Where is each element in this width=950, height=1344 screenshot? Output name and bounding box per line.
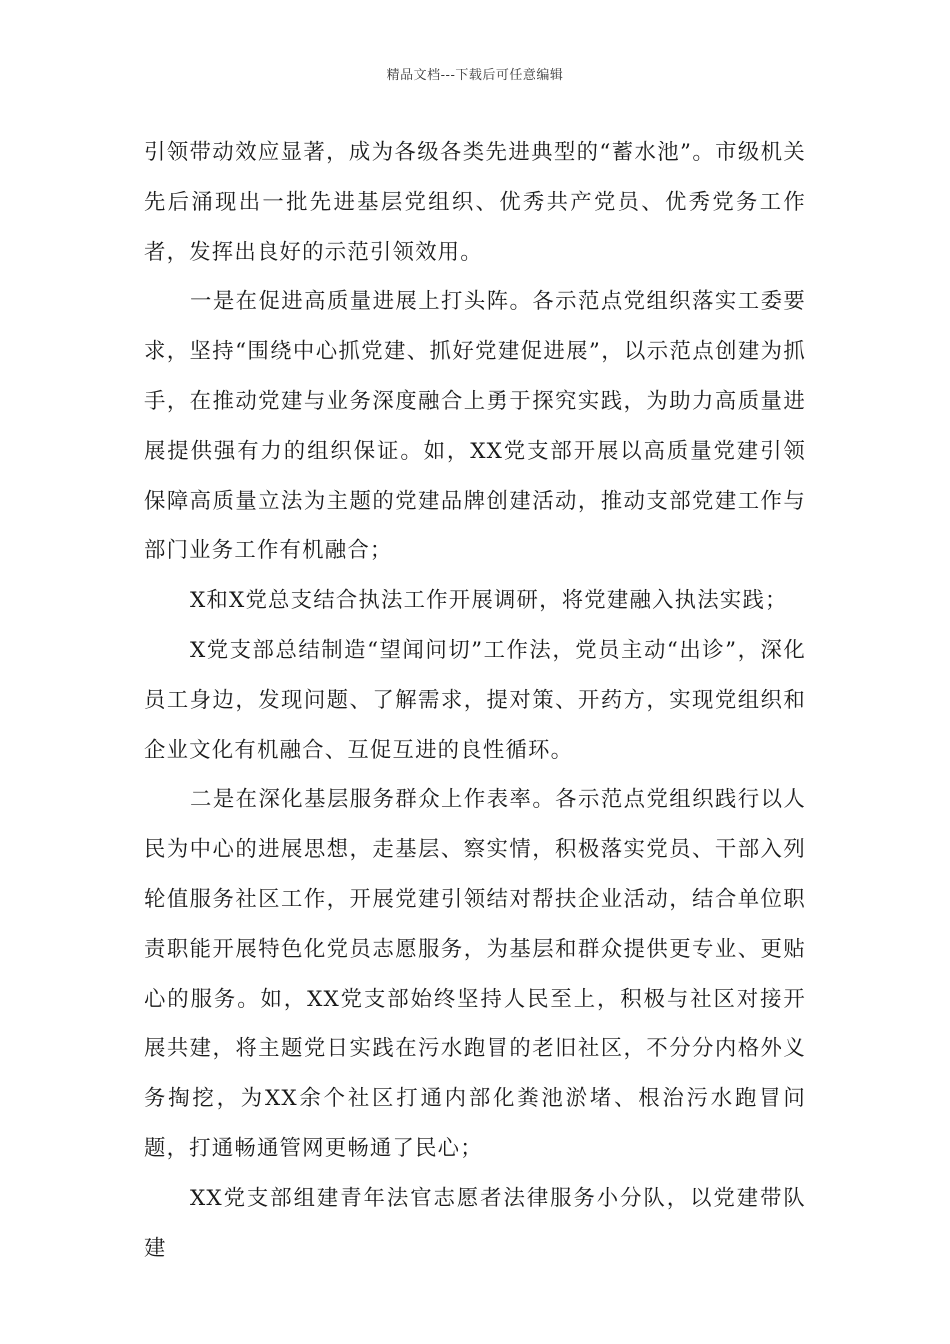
paragraph-law-enforcement: X和X党总支结合执法工作开展调研，将党建融入执法实践； xyxy=(190,588,788,614)
paragraph-high-quality-development: 一是在促进高质量进展上打头阵。各示范点党组织落实工委要求，坚持“围绕中心抓党建、抓好党建促进展”，以示范点创建为抓手，在推动党建与业务深度融合上勇于探究实践，为助力高质量进展提供强有力的组织保证。如，XX党支部开展以高质量党建引领保障高质量立法为主题的党建品牌创建活动，推动支部党建工作与部门业务工作有机融合； xyxy=(144,289,806,564)
paragraph-serve-masses: 二是在深化基层服务群众上作表率。各示范点党组织践行以人民为中心的进展思想，走基层、察实情，积极落实党员、干部入列轮值服务社区工作，开展党建引领结对帮扶企业活动，结合单位职责职能开展特色化党员志愿服务，为基层和群众提供更专业、更贴心的服务。如，XX党支部始终坚持人民至上，积极与社区对接开展共建，将主题党日实践在污水跑冒的老旧社区，不分分内格外义务掏挖，为XX余个社区打通内部化粪池淤堵、根治污水跑冒问题，打通畅通管网更畅通了民心； xyxy=(144,787,806,1161)
page-header: 精品文档---下载后可任意编辑 xyxy=(386,68,564,83)
paragraph-work-method: X党支部总结制造“望闻问切”工作法，党员主动“出诊”，深化员工身边，发现问题、了解需求，提对策、开药方，实现党组织和企业文化有机融合、互促互进的良性循环。 xyxy=(144,637,806,763)
paragraph-volunteer-team: XX党支部组建青年法官志愿者法律服务小分队，以党建带队建 xyxy=(144,1185,806,1261)
document-body xyxy=(144,128,806,1273)
paragraph-continuation: 引领带动效应显著，成为各级各类先进典型的“蓄水池”。市级机关先后涌现出一批先进基层党组织、优秀共产党员、优秀党务工作者，发挥出良好的示范引领效用。 xyxy=(144,140,806,265)
